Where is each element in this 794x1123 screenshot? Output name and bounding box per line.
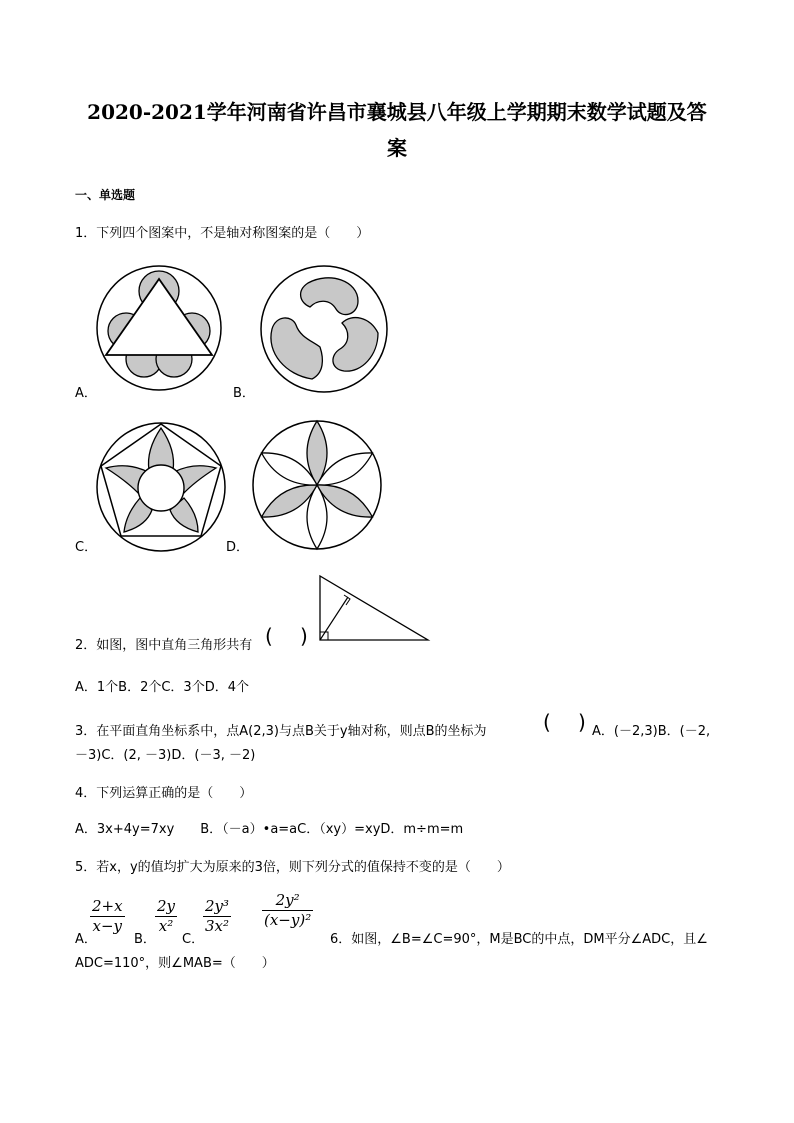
- q1-figure-a: [94, 263, 224, 393]
- q6-stem-a: 6．如图，∠B=∠C=90°，M是BC的中点，DM平分∠ADC，且∠: [330, 932, 708, 947]
- q3-stem-a: 3．在平面直角坐标系中，点A(2,3)与点B关于y轴对称，则点B的坐标为: [75, 724, 487, 739]
- q1-label-a: A．: [75, 386, 97, 401]
- q1-figure-d: [250, 418, 384, 552]
- q5-fraction-b-den: x²: [158, 917, 174, 935]
- q4-options: A．3x+4y=7xy B．（－a）•a=aC．（xy）=xyD．m÷m=m: [75, 822, 464, 837]
- q5-label-c: C．: [182, 932, 205, 947]
- q6-stem-b: ADC=110°，则∠MAB=（ ）: [75, 956, 275, 971]
- section-heading: 一、单选题: [75, 188, 136, 202]
- q5-fraction-b-num: 2y: [157, 897, 176, 915]
- q5-fraction-d: [262, 892, 313, 929]
- q5-label-b: B．: [134, 932, 156, 947]
- q1-figure-b: [258, 263, 390, 395]
- q2-paren-open: (: [265, 624, 273, 648]
- q4-stem: 4．下列运算正确的是（ ）: [75, 786, 253, 801]
- q1-label-c: C．: [75, 540, 98, 555]
- q2-triangle-figure: [316, 574, 432, 644]
- q2-options: A．1个B．2个C．3个D．4个: [75, 680, 249, 695]
- q2-paren-close: ): [300, 624, 308, 648]
- q5-fraction-b: [155, 898, 177, 935]
- q5-fraction-c-num: 2y³: [205, 897, 230, 915]
- q3-paren-open: (: [543, 710, 551, 734]
- q3-stem-b: A．(－2,3)B．(－2,: [592, 724, 711, 739]
- q5-fraction-d-den: (x−y)²: [264, 911, 312, 929]
- q5-stem: 5．若x，y的值均扩大为原来的3倍，则下列分式的值保持不变的是（ ）: [75, 860, 510, 875]
- q1-stem: 1．下列四个图案中，不是轴对称图案的是（ ）: [75, 226, 370, 241]
- q3-stem-c: －3)C．(2, －3)D．(－3, －2): [75, 748, 256, 763]
- q2-stem: 2．如图，图中直角三角形共有: [75, 638, 253, 653]
- q1-figure-c: [94, 420, 228, 554]
- q5-fraction-a-num: 2+x: [92, 897, 123, 915]
- q5-fraction-c: [203, 898, 231, 935]
- q3-paren-close: ): [578, 710, 586, 734]
- q1-label-d: D．: [226, 540, 250, 555]
- q5-fraction-a-den: x−y: [92, 917, 123, 935]
- q1-label-b: B．: [233, 386, 255, 401]
- page-title-line1: 2020-2021学年河南省许昌市襄城县八年级上学期期末数学试题及答: [87, 100, 707, 124]
- q5-fraction-d-num: 2y²: [262, 892, 313, 911]
- q5-label-a: A．: [75, 932, 97, 947]
- page-title-line2: 案: [387, 136, 407, 160]
- q5-fraction-c-den: 3x²: [205, 917, 230, 935]
